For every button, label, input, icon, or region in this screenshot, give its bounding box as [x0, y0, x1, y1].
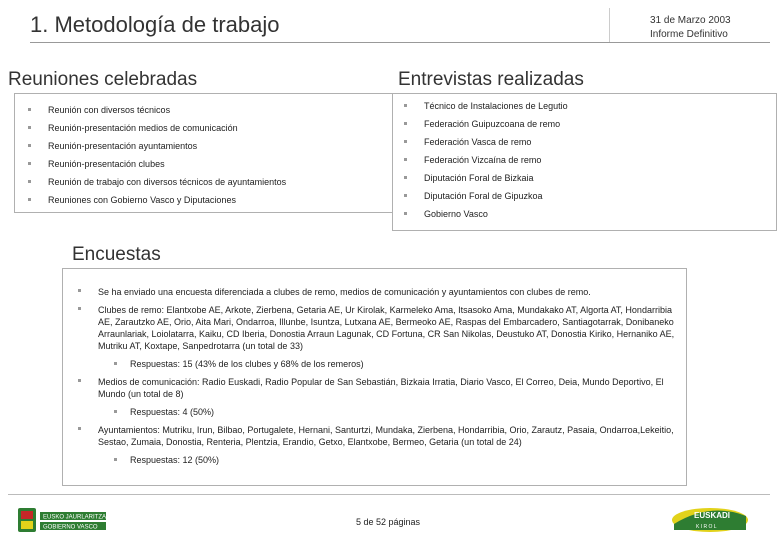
list-item-text: Gobierno Vasco: [424, 209, 488, 219]
logo-right-line1: EUSKADI: [694, 511, 731, 520]
clubes-respuestas: Respuestas: 15 (43% de los clubes y 68% de los remeros): [130, 359, 364, 369]
list-item: [404, 191, 764, 209]
list-item: [404, 155, 764, 173]
header-date: 31 de Marzo 2003: [650, 15, 731, 26]
list-item: [78, 424, 684, 466]
list-item: [28, 105, 388, 123]
list-item: [404, 209, 764, 227]
bullet-icon: [28, 126, 31, 129]
list-item: [28, 177, 388, 195]
list-item-text: Reunión-presentación ayuntamientos: [48, 141, 198, 151]
bullet-icon: [404, 194, 407, 197]
entrevistas-heading: Entrevistas realizadas: [398, 69, 584, 90]
footer-divider: [8, 494, 770, 495]
page-number: 5 de 52 páginas: [356, 517, 421, 527]
bullet-icon: [404, 104, 407, 107]
bullet-icon: [28, 144, 31, 147]
page-title: 1. Metodología de trabajo: [30, 12, 280, 37]
list-item: [404, 119, 764, 137]
list-item-text: Reunión con diversos técnicos: [48, 105, 171, 115]
bullet-icon: [404, 158, 407, 161]
bullet-icon: [28, 180, 31, 183]
encuestas-intro: Se ha enviado una encuesta diferenciada a clubes de remo, medios de comunicación y ayuntamientos con clubes de remo.: [98, 287, 591, 297]
list-item: [404, 101, 764, 119]
list-item-text: Federación Guipuzcoana de remo: [424, 119, 561, 129]
bullet-icon: [28, 162, 31, 165]
sub-list-item: [114, 358, 684, 370]
list-item-text: Reunión de trabajo con diversos técnicos de ayuntamientos: [48, 177, 287, 187]
logo-right-line2: K I R O L: [696, 524, 717, 530]
encuestas-list: [78, 286, 684, 472]
bullet-icon: [28, 198, 31, 201]
title-divider-vertical: [609, 8, 610, 43]
list-item-text: Diputación Foral de Gipuzkoa: [424, 191, 543, 201]
list-item-text: Diputación Foral de Bizkaia: [424, 173, 534, 183]
ayuntamientos-respuestas: Respuestas: 12 (50%): [130, 455, 220, 465]
bullet-icon: [28, 108, 31, 111]
bullet-icon: [78, 427, 81, 430]
list-item: [28, 123, 388, 141]
bullet-icon: [114, 458, 117, 461]
list-item: [78, 376, 684, 418]
list-item: [28, 195, 388, 213]
list-item-text: Reunión-presentación clubes: [48, 159, 165, 169]
euskadi-kirol-logo: [670, 506, 750, 539]
bullet-icon: [404, 140, 407, 143]
list-item-text: Técnico de Instalaciones de Legutio: [424, 101, 568, 111]
list-item-text: Federación Vasca de remo: [424, 137, 532, 147]
list-item: [404, 137, 764, 155]
encuestas-clubes: Clubes de remo: Elantxobe AE, Arkote, Zierbena, Getaria AE, Ur Kirolak, Karmeleko Ama, Itsasoko Ama, Mundakako AT, Algorta AT, Hondarribia AE, Zarautzko AE, Orio, Aita Mari, Ondarroa, Illunbe, Isuntza, Lutxana AE, Bermeoko AE, Raspas del Embarcadero, Santiagotarrak, Donibaneko Arraunlariak, Loiolatarra, Kaiku, CD Iberia, Donostia Arraun Lagunak, CD Fortuna, CR San Nikolas, Deustuko AT, Donostia Kiriko, Hernaniko AE, Mutriku AT, Koxtape, Sanpedrotarra (un total de 33): [98, 305, 675, 351]
reuniones-heading: Reuniones celebradas: [8, 69, 198, 90]
list-item: [28, 159, 388, 177]
bullet-icon: [404, 176, 407, 179]
logo-left-line2: GOBIERNO VASCO: [43, 524, 98, 531]
bullet-icon: [78, 379, 81, 382]
logo-left-line1: EUSKO JAURLARITZA: [43, 514, 107, 521]
list-item: [404, 173, 764, 191]
list-item-text: Reuniones con Gobierno Vasco y Diputaciones: [48, 195, 236, 205]
encuestas-ayuntamientos: Ayuntamientos: Mutriku, Irun, Bilbao, Portugalete, Hernani, Santurtzi, Mundaka, Zierbena, Hondarribia, Orio, Zarautz, Pasaia, Ondarroa,Lekeitio, Sestao, Zumaia, Donostia, Renteria, Plentzia, Erandio, Getxo, Elantxobe, Bermeo, Getaria (un total de 24): [98, 425, 674, 447]
encuestas-medios: Medios de comunicación: Radio Euskadi, Radio Popular de San Sebastián, Bizkaia Irratia, Diario Vasco, El Correo, Deia, Mundo Deportivo, El Mundo (un total de 8): [98, 377, 664, 399]
header-meta: [650, 14, 740, 42]
list-item-text: Federación Vizcaína de remo: [424, 155, 542, 165]
reuniones-list: [28, 105, 388, 213]
list-item: [78, 286, 684, 298]
header-doc-type: Informe Definitivo: [650, 29, 728, 40]
sub-list-item: [114, 454, 684, 466]
bullet-icon: [78, 289, 81, 292]
list-item-text: Reunión-presentación medios de comunicación: [48, 123, 238, 133]
gobierno-vasco-logo: [18, 508, 108, 539]
encuestas-heading: Encuestas: [72, 244, 161, 265]
list-item: [28, 141, 388, 159]
list-item: [78, 304, 684, 370]
bullet-icon: [404, 212, 407, 215]
medios-respuestas: Respuestas: 4 (50%): [130, 407, 215, 417]
bullet-icon: [114, 410, 117, 413]
bullet-icon: [78, 307, 81, 310]
sub-list-item: [114, 406, 684, 418]
entrevistas-list: [404, 101, 764, 227]
bullet-icon: [114, 362, 117, 365]
bullet-icon: [404, 122, 407, 125]
title-divider: [30, 42, 770, 43]
